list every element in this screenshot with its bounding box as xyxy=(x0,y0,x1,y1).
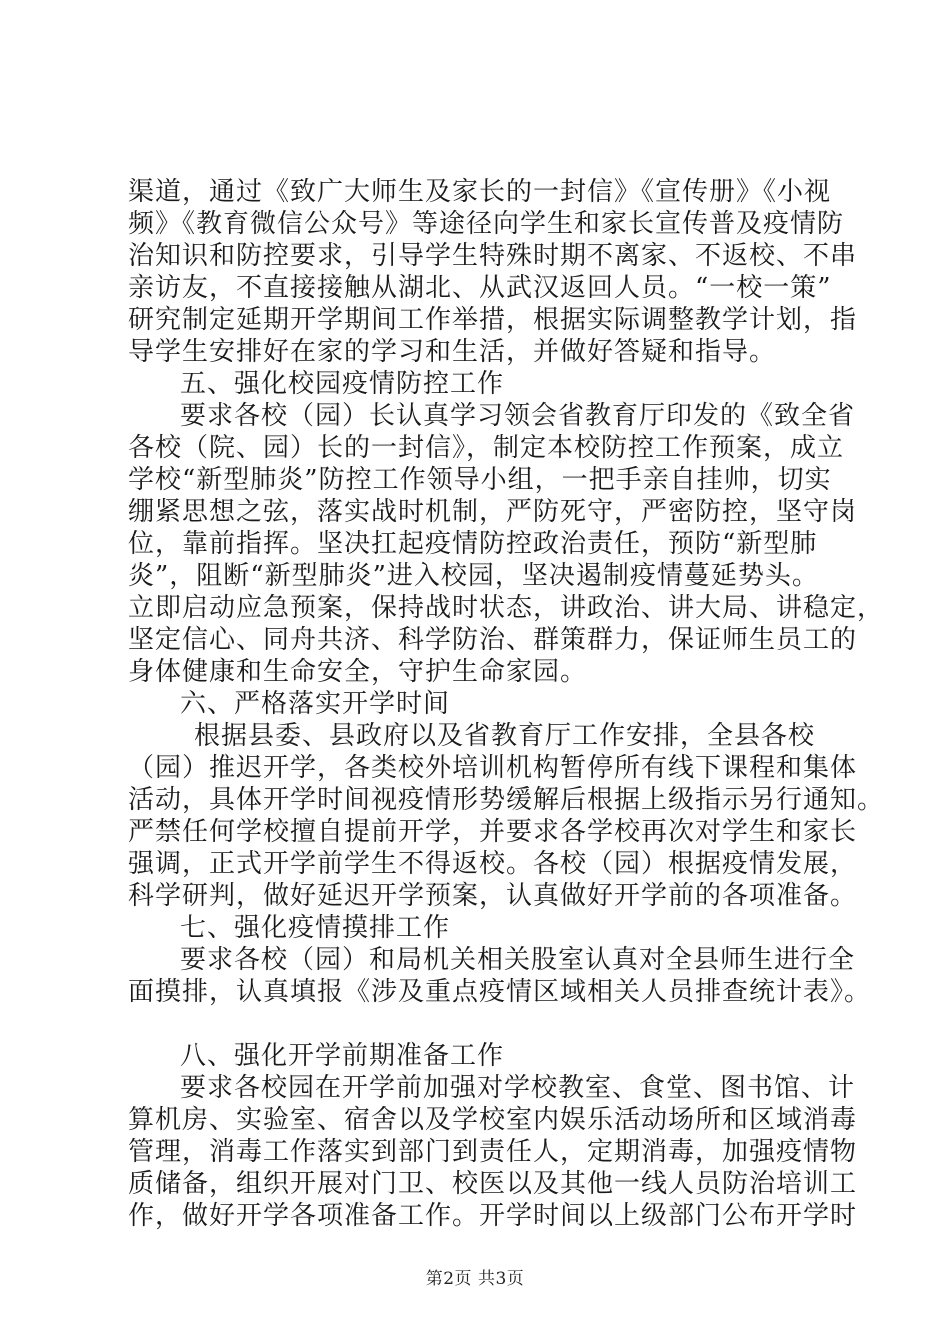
text-line: 亲访友，不直接接触从湖北、从武汉返回人员。“一校一策” xyxy=(128,273,832,303)
document-body xyxy=(128,176,885,1232)
text-line: 面摸排，认真填报《涉及重点疫情区域相关人员排查统计表》。 xyxy=(128,977,872,1007)
text-line: 严禁任何学校擅自提前开学，并要求各学校再次对学生和家长 xyxy=(128,817,858,847)
text-line: 治知识和防控要求，引导学生特殊时期不离家、不返校、不串 xyxy=(128,241,858,271)
text-line: （园）推迟开学，各类校外培训机构暂停所有线下课程和集体 xyxy=(128,753,858,783)
text-line: 强调，正式开学前学生不得返校。各校（园）根据疫情发展， xyxy=(128,849,858,879)
section-heading-5: 五、强化校园疫情防控工作 xyxy=(180,369,505,399)
text-line: 活动，具体开学时间视疫情形势缓解后根据上级指示另行通知。 xyxy=(128,785,885,815)
text-line: 算机房、实验室、宿舍以及学校室内娱乐活动场所和区域消毒 xyxy=(128,1105,858,1135)
text-line: 管理，消毒工作落实到部门到责任人，定期消毒，加强疫情物 xyxy=(128,1137,858,1167)
text-line: 要求各校（园）长认真学习领会省教育厅印发的《致全省 xyxy=(180,401,856,431)
text-line: 作，做好开学各项准备工作。开学时间以上级部门公布开学时 xyxy=(128,1201,858,1231)
text-line: 要求各校（园）和局机关相关股室认真对全县师生进行全 xyxy=(180,945,856,975)
text-line: 位，靠前指挥。坚决扛起疫情防控政治责任，预防“新型肺 xyxy=(128,529,818,559)
text-line: 立即启动应急预案，保持战时状态，讲政治、讲大局、讲稳定， xyxy=(128,593,885,623)
text-line: 坚定信心、同舟共济、科学防治、群策群力，保证师生员工的 xyxy=(128,625,858,655)
page-number-footer: 第2页 共3页 xyxy=(425,1269,525,1289)
text-line: 科学研判，做好延迟开学预案，认真做好开学前的各项准备。 xyxy=(128,881,858,911)
section-heading-6: 六、严格落实开学时间 xyxy=(180,689,451,719)
text-line: 学校“新型肺炎”防控工作领导小组，一把手亲自挂帅，切实 xyxy=(128,465,832,495)
section-heading-8: 八、强化开学前期准备工作 xyxy=(180,1041,505,1071)
text-line: 要求各校园在开学前加强对学校教室、食堂、图书馆、计 xyxy=(180,1073,856,1103)
text-line: 根据县委、县政府以及省教育厅工作安排，全县各校 xyxy=(194,721,816,751)
text-line: 绷紧思想之弦，落实战时机制，严防死守，严密防控，坚守岗 xyxy=(128,497,858,527)
text-line: 炎”，阻断“新型肺炎”进入校园，坚决遏制疫情蔓延势头。 xyxy=(128,561,819,591)
text-line: 身体健康和生命安全，守护生命家园。 xyxy=(128,657,588,687)
text-line: 质储备，组织开展对门卫、校医以及其他一线人员防治培训工 xyxy=(128,1169,858,1199)
blank-line xyxy=(128,1008,828,1040)
text-line: 渠道，通过《致广大师生及家长的一封信》《宣传册》《小视 xyxy=(128,177,832,207)
text-line: 导学生安排好在家的学习和生活，并做好答疑和指导。 xyxy=(128,337,777,367)
text-line: 频》《教育微信公众号》等途径向学生和家长宣传普及疫情防 xyxy=(128,209,845,239)
section-heading-7: 七、强化疫情摸排工作 xyxy=(180,913,451,943)
text-line: 各校（院、园）长的一封信》，制定本校防控工作预案，成立 xyxy=(128,433,845,463)
text-line: 研究制定延期开学期间工作举措，根据实际调整教学计划，指 xyxy=(128,305,858,335)
